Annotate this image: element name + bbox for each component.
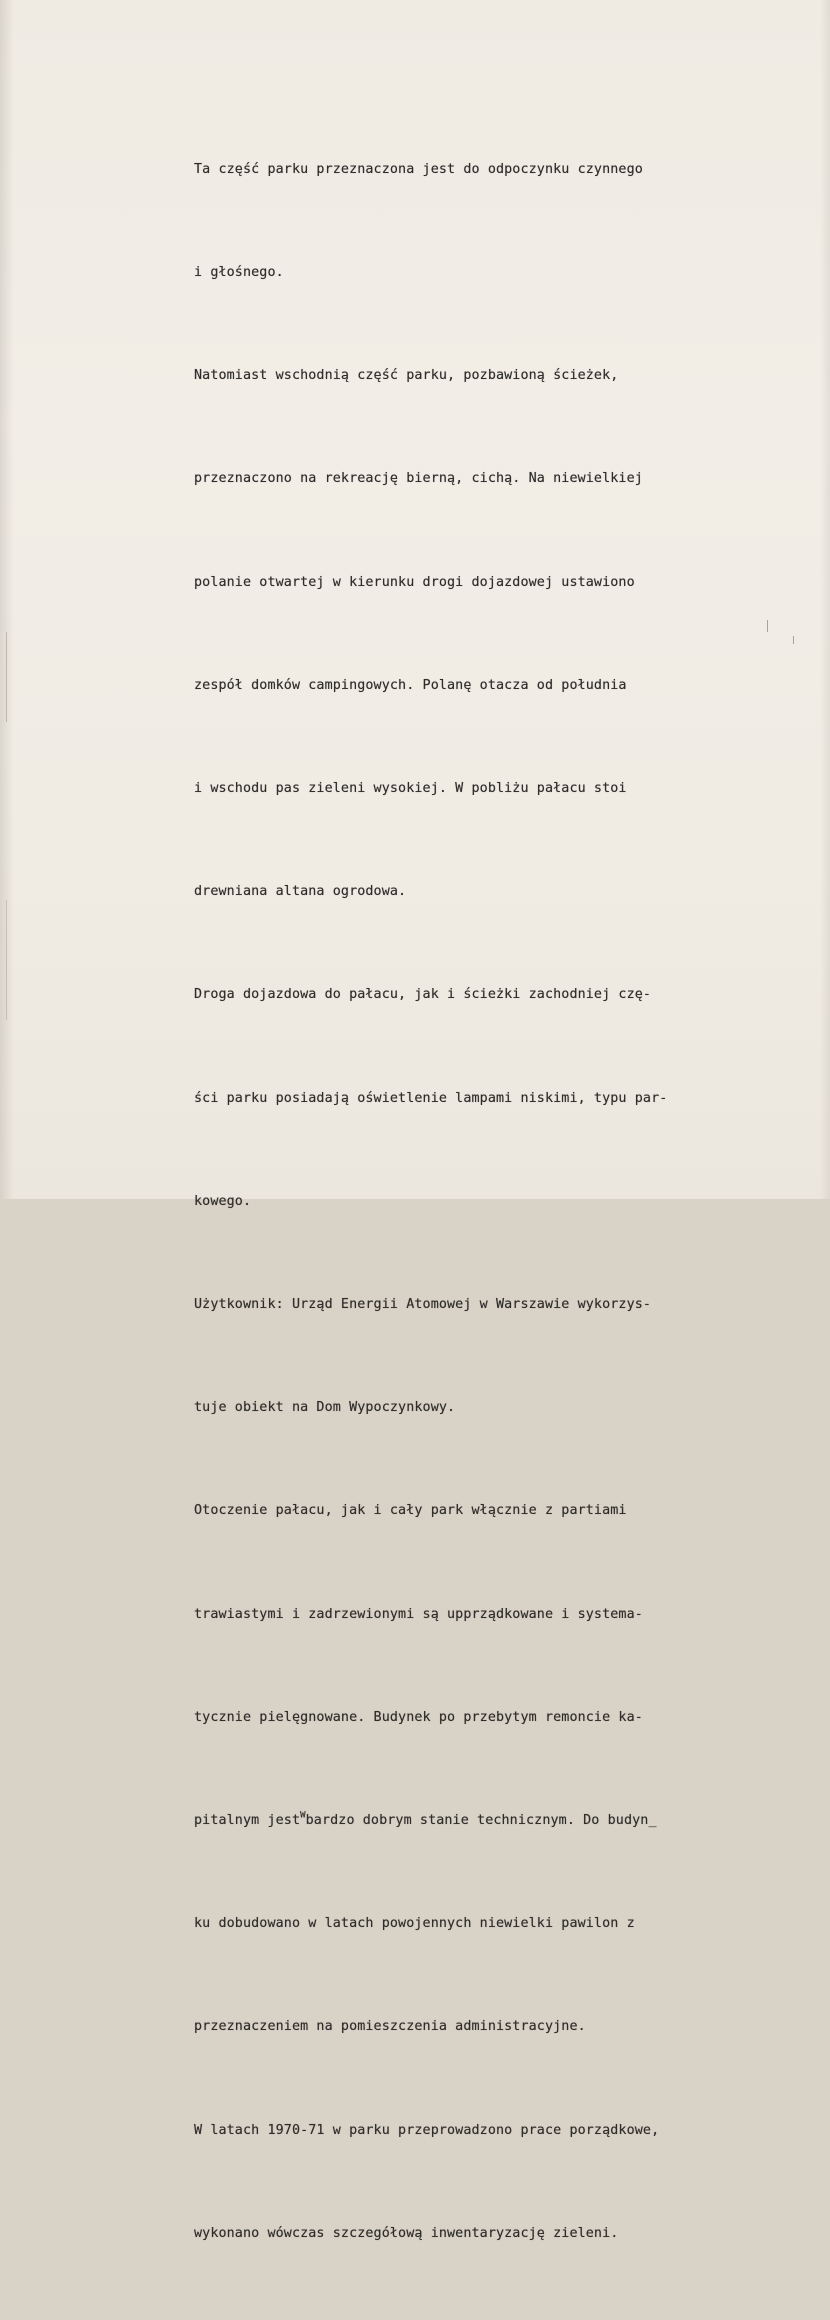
page-edge-shadow-right (820, 0, 830, 1199)
text-line: polanie otwartej w kierunku drogi dojazdowej ustawiono (194, 574, 635, 590)
text-line: kowego. (194, 1193, 252, 1209)
text-line: i głośnego. (194, 265, 284, 281)
line-segment-after: bardzo dobrym stanie technicznym. Do budyn_ (305, 1813, 657, 1829)
text-line: przeznaczono na rekreację bierną, cichą. Na niewielkiej (194, 471, 643, 487)
text-line: trawiastymi i zadrzewionymi są upprządkowane i systema- (194, 1606, 643, 1622)
text-line: Natomiast wschodnią część parku, pozbawioną ścieżek, (194, 368, 619, 384)
page-edge-shadow (0, 0, 14, 1199)
margin-mark (6, 632, 7, 722)
margin-mark (6, 900, 7, 1020)
text-line: Użytkownik: Urząd Energii Atomowej w Warszawie wykorzys- (194, 1297, 652, 1313)
text-line: Otoczenie pałacu, jak i cały park włącznie z partiami (194, 1503, 627, 1519)
text-line: drewniana altana ogrodowa. (194, 884, 407, 900)
text-line: zespół domków campingowych. Polanę otacza od południa (194, 677, 627, 693)
text-line: przeznaczeniem na pomieszczenia administracyjne. (194, 2019, 586, 2035)
text-line-with-insertion (194, 1804, 794, 1838)
text-line: W latach 1970-71 w parku przeprowadzono prace porządkowe, (194, 2122, 660, 2138)
line-segment-before: pitalnym jest (194, 1813, 301, 1829)
text-line: ści parku posiadają oświetlenie lampami niskimi, typu par- (194, 1090, 668, 1106)
typewritten-paragraph-block (194, 84, 794, 2320)
text-line: Ta część parku przeznaczona jest do odpoczynku czynnego (194, 161, 643, 177)
text-line: ku dobudowano w latach powojennych niewielki pawilon z (194, 1916, 635, 1932)
text-line: tycznie pielęgnowane. Budynek po przebytym remoncie ka- (194, 1709, 643, 1725)
text-line: i wschodu pas zieleni wysokiej. W pobliżu pałacu stoi (194, 781, 627, 797)
text-line: wykonano wówczas szczegółową inwentaryzację zieleni. (194, 2225, 619, 2241)
inserted-superscript: W (300, 1810, 306, 1821)
text-line: tuje obiekt na Dom Wypoczynkowy. (194, 1400, 456, 1416)
text-line: Droga dojazdowa do pałacu, jak i ścieżki zachodniej czę- (194, 987, 652, 1003)
